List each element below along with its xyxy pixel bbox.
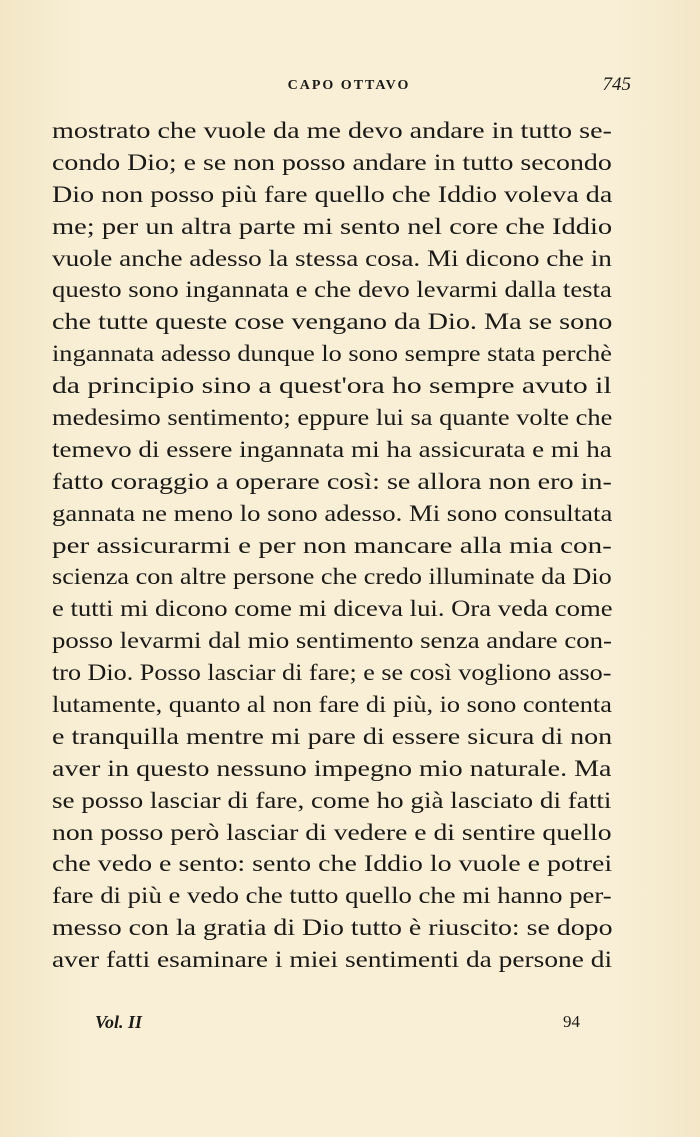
text-line: mostrato che vuole da me devo andare in tutto se- [52,118,612,143]
text-line: aver fatti esaminare i miei sentimenti da persone di [52,947,613,973]
text-line: gannata ne meno lo sono adesso. Mi sono consultata [52,500,613,526]
text-line: per assicurarmi e per non mancare alla mia con- [52,532,612,558]
text-line: posso levarmi dal mio sentimento senza andare con- [52,628,612,654]
text-line: lutamente, quanto al non fare di più, io sono contenta [52,692,612,718]
chapter-title: CAPO OTTAVO [287,78,411,93]
running-head [55,74,643,102]
text-line: medesimo sentimento; eppure lui sa quante volte che [52,405,613,431]
text-line: questo sono ingannata e che devo levarmi dalla testa [52,277,612,303]
text-line: tro Dio. Posso lasciar di fare; e se così vogliono asso- [52,660,612,686]
text-line: che tutte queste cose vengano da Dio. Ma se sono [52,309,613,335]
text-line: da principio sino a quest'ora ho sempre avuto il [52,373,612,399]
text-line: Dio non posso più fare quello che Iddio voleva da [52,181,613,207]
text-line: non posso però lasciar di vedere e di sentire quello [52,819,612,845]
text-line: ingannata adesso dunque lo sono sempre stata perchè [52,341,612,367]
volume-label: Vol. II [95,1012,143,1032]
text-line: e tranquilla mentre mi pare di essere sicura di non [52,723,613,749]
text-line: vuole anche adesso la stessa cosa. Mi dicono che in [52,245,612,271]
page-number: 745 [602,74,631,95]
signature-mark: 94 [563,1012,580,1031]
text-line: messo con la gratia di Dio tutto è riuscito: se dopo [52,915,613,941]
text-line: se posso lasciar di fare, come ho già lasciato di fatti [52,787,612,813]
text-line: temevo di essere ingannata mi ha assicurata e mi ha [52,436,612,462]
text-line: fatto coraggio a operare così: se allora non ero in- [52,468,612,494]
text-line: scienza con altre persone che credo illuminate da Dio [52,564,612,590]
text-line: me; per un altra parte mi sento nel core che Iddio [52,213,613,239]
text-line: che vedo e sento: sento che Iddio lo vuole e potrei [52,851,613,877]
text-line: condo Dio; e se non posso andare in tutto secondo [52,149,612,175]
text-line: e tutti mi dicono come mi diceva lui. Ora veda come [52,596,613,622]
text-line: fare di più e vedo che tutto quello che mi hanno per- [52,883,612,909]
text-line: aver in questo nessuno impegno mio naturale. Ma [52,755,612,781]
body-text [52,115,612,976]
page-footer [95,1012,580,1042]
